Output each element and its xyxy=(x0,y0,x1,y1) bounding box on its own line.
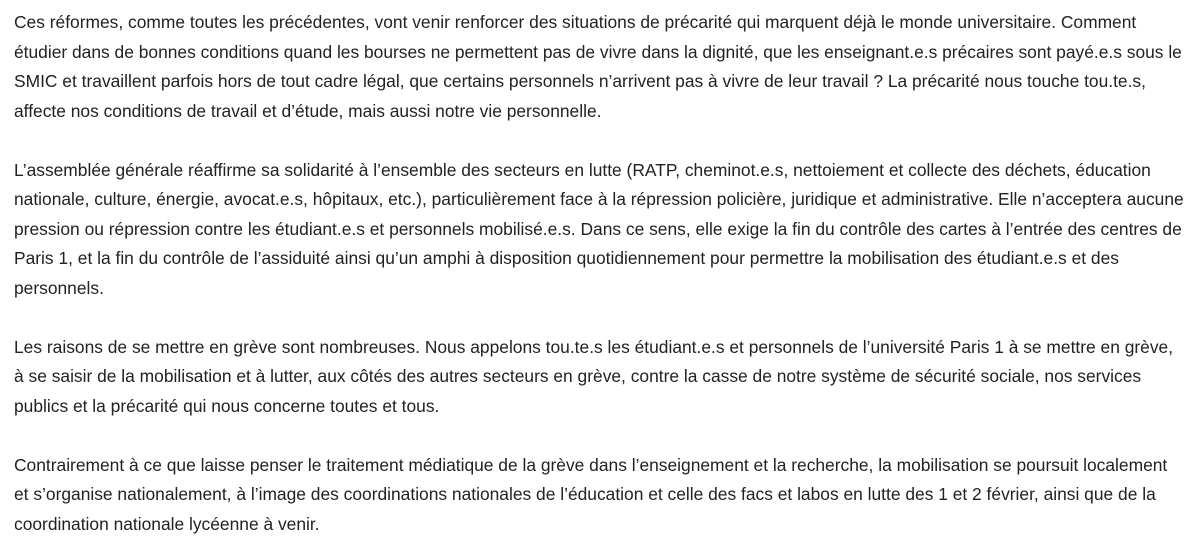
paragraph-precarite: Ces réformes, comme toutes les précédentes, vont venir renforcer des situations de précarité qui marquent déjà le monde universitaire. Comment étudier dans de bonnes conditions quand les bourses ne permettent pas de vivre dans la dignité, que les enseignant.e.s précaires sont payé.e.s sous le SMIC et travaillent parfois hors de tout cadre légal, que certains personnels n’arrivent pas à vivre de leur travail ? La précarité nous touche tou.te.s, affecte nos conditions de travail et d’étude, mais aussi notre vie personnelle. xyxy=(14,12,1182,121)
paragraph-mobilisation: Contrairement à ce que laisse penser le traitement médiatique de la grève dans l’enseignement et la recherche, la mobilisation se poursuit localement et s’organise nationalement, à l’image des coordinations nationales de l’éducation et celle des facs et labos en lutte des 1 et 2 février, ainsi que de la coordination nationale lycéenne à venir. xyxy=(14,454,1168,534)
paragraph-solidarite: L’assemblée générale réaffirme sa solidarité à l’ensemble des secteurs en lutte (RATP, cheminot.e.s, nettoiement et collecte des déchets, éducation nationale, culture, énergie, avocat.e.s, hôpitaux, etc.), particulièrement face à la répression policière, juridique et administrative. Elle n’acceptera aucune pression ou répression contre les étudiant.e.s et personnels mobilisé.e.s. Dans ce sens, elle exige la fin du contrôle des cartes à l’entrée des centres de Paris 1, et la fin du contrôle de l’assiduité ainsi qu’un amphi à disposition quotidiennement pour permettre la mobilisation des étudiant.e.s et des personnels. xyxy=(14,159,1184,298)
paragraph-greve: Les raisons de se mettre en grève sont nombreuses. Nous appelons tou.te.s les étudiant.e.s et personnels de l’université Paris 1 à se mettre en grève, à se saisir de la mobilisation et à lutter, aux côtés des autres secteurs en grève, contre la casse de notre système de sécurité sociale, nos services publics et la précarité qui nous concerne toutes et tous. xyxy=(14,336,1174,416)
article-body xyxy=(0,8,1200,539)
